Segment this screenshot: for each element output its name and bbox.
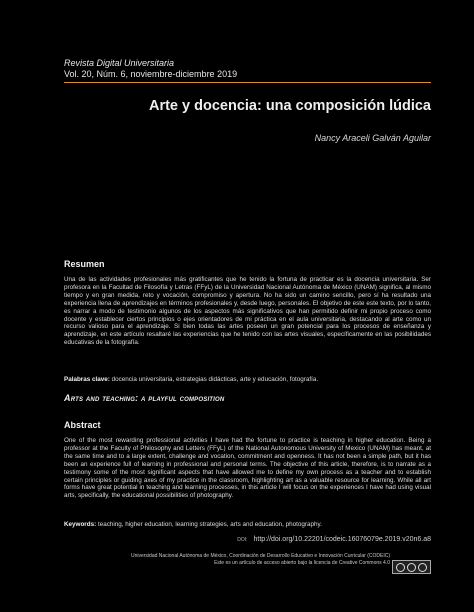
resumen-section: [64, 259, 431, 347]
journal-header: [64, 58, 237, 80]
doi-line: [237, 536, 431, 543]
doi-link[interactable]: http://doi.org/10.22201/codeic.16076079e.2019.v20n6.a8: [253, 536, 431, 543]
keywords-text: teaching, higher education, learning strategies, arts and education, photography.: [97, 521, 322, 528]
article-title: Arte y docencia: una composición lúdica: [148, 98, 431, 114]
abstract-heading: Abstract: [64, 420, 101, 430]
palabras-clave-label: Palabras clave:: [64, 376, 110, 383]
cc-icon: [396, 563, 405, 572]
palabras-clave-text: docencia universitaria, estrategias didácticas, arte y educación, fotografía.: [111, 376, 319, 383]
license-line-1: Universidad Nacional Autónoma de México, Coordinación de Desarrollo Educativo e Innovación Curricular (CODEIC): [130, 553, 390, 559]
creative-commons-icon[interactable]: [392, 560, 431, 574]
resumen-body: Una de las actividades profesionales más gratificantes que he tenido la fortuna de practicar es la docencia universitaria. Ser profesora en la Facultad de Filosofía y Letras (FFyL) de la Universidad Nacional Autónoma de México (UNAM) significa, al mismo tiempo y en gran medida, reto y vocación, compromiso y apertura. No ha sido un camino sencillo, pero sí ha resultado una experiencia llena de aprendizajes en términos profesionales y, desde luego, personales. El objetivo de este este texto, por lo tanto, es narrar a modo de testimonio algunos de los aspectos más significativos que han permitido definir mi propio proceso como docente y establecer ciertos principios o ejes orientadores de mi práctica en el aula universitaria, destacando al arte como un recurso valioso para el aprendizaje. Si bien todas las artes poseen un gran potencial para los procesos de enseñanza y aprendizaje, en este artículo resaltaré las experiencias que he tenido con las artes visuales, específicamente en las posibilidades educativas de la fotografía.: [64, 276, 431, 347]
english-title: Arts and teaching: a playful composition: [64, 393, 225, 403]
journal-name: Revista Digital Universitaria: [64, 58, 175, 68]
header-rule: [64, 82, 431, 83]
license-line-2: Este es un artículo de acceso abierto bajo la licencia de Creative Commons 4.0: [214, 560, 390, 566]
resumen-heading: Resumen: [64, 259, 105, 269]
article-author: Nancy Araceli Galván Aguilar: [314, 133, 431, 143]
keywords: [64, 521, 431, 529]
doi-label: DOI:: [237, 537, 248, 543]
by-icon: [407, 563, 416, 572]
issue-info: Vol. 20, Núm. 6, noviembre-diciembre 2019: [64, 69, 238, 79]
abstract-section: [64, 420, 431, 500]
nc-icon: [418, 563, 427, 572]
license-text: [131, 553, 390, 567]
palabras-clave: [64, 376, 431, 384]
abstract-body: One of the most rewarding professional activities I have had the fortune to practice is teaching in higher education. Being a professor at the Faculty of Philosophy and Letters (FFyL) of the National Autonomous University of Mexico (UNAM) has meant, at the same time and to a large extent, challenge and vocation, commitment and openness. It has not been a simple path, but it has been an experience full of learning in professional and personal terms. The objective of this article, therefore, is to narrate as a testimony some of the most significant aspects that have allowed me to define my own process as a teacher and to establish certain principles or guiding axes of my practice in the classroom, highlighting art as a valuable resource for learning. While all art forms have great potential in teaching and learning processes, in this article I will focus on the experiences I have had using visual arts, specifically, the educational possibilities of photography.: [64, 437, 431, 500]
keywords-label: Keywords:: [64, 521, 97, 528]
